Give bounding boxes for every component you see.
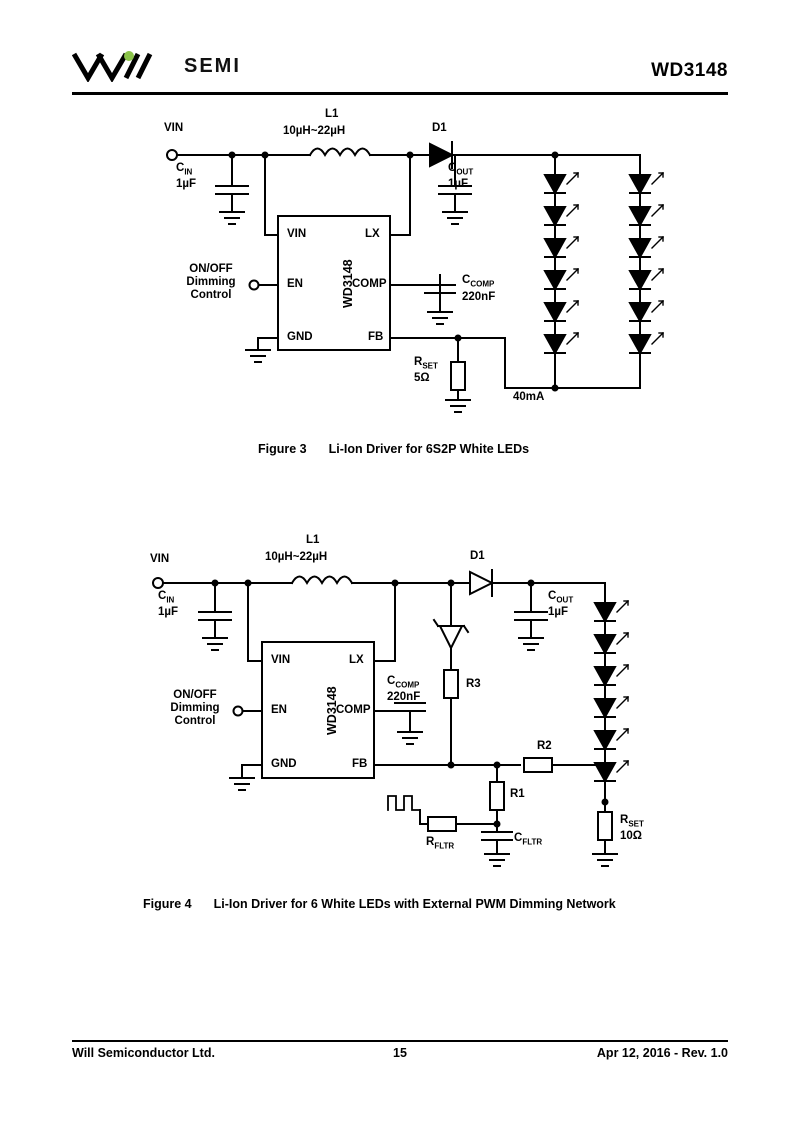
f4-label-d1: D1 <box>470 550 485 562</box>
f3-label-l1: L1 <box>325 108 339 120</box>
f4-pin-gnd: GND <box>271 758 297 770</box>
figure-4-caption-number: Figure 4 <box>143 897 192 911</box>
figure-4-svg <box>0 520 800 890</box>
f4-label-cin-value: 1µF <box>158 606 179 618</box>
figure-3-svg <box>0 100 800 420</box>
f4-pin-comp: COMP <box>336 704 371 716</box>
figure-3-caption-text: Li-Ion Driver for 6S2P White LEDs <box>328 442 530 456</box>
f4-label-l1: L1 <box>306 534 320 546</box>
f4-label-rfltr: $R_{FLTR}$ <box>426 836 455 851</box>
f3-label-d1: D1 <box>432 122 447 134</box>
footer-page-number: 15 <box>393 1046 407 1060</box>
f4-pin-lx: LX <box>349 654 364 666</box>
f4-label-ccomp-value: 220nF <box>387 691 421 703</box>
f4-pin-fb: FB <box>352 758 368 770</box>
f3-pin-vin: VIN <box>287 228 307 240</box>
f3-pin-gnd: GND <box>287 331 313 343</box>
f3-label-current: 40mA <box>513 391 545 403</box>
figure-4-caption <box>143 897 616 911</box>
company-logo <box>72 50 241 82</box>
f3-ic-name: WD3148 <box>341 259 355 308</box>
figure-3-caption <box>258 442 529 456</box>
figure-3-caption-number: Figure 3 <box>258 442 307 456</box>
footer-revision: Apr 12, 2016 - Rev. 1.0 <box>596 1046 728 1060</box>
footer-company: Will Semiconductor Ltd. <box>72 1046 215 1060</box>
f4-label-rset: $R_{SET}$ <box>620 814 644 829</box>
f4-label-l1-value: 10µH~22µH <box>265 551 328 563</box>
f3-pin-en: EN <box>287 278 303 290</box>
f4-label-cin: $C_{IN}$ <box>158 590 175 605</box>
f3-label-cin: $C_{IN}$ <box>176 162 193 177</box>
page-header <box>72 50 728 94</box>
figure-4-caption-text: Li-Ion Driver for 6 White LEDs with External PWM Dimming Network <box>213 897 616 911</box>
f3-label-cout-value: 1µF <box>448 178 469 190</box>
f4-label-r2: R2 <box>537 740 552 752</box>
f3-pin-fb: FB <box>368 331 384 343</box>
f4-label-cout-value: 1µF <box>548 606 569 618</box>
f3-label-cin-value: 1µF <box>176 178 197 190</box>
f4-pin-vin: VIN <box>271 654 291 666</box>
part-number: WD3148 <box>651 60 728 81</box>
f4-pin-en: EN <box>271 704 287 716</box>
f3-label-l1-value: 10µH~22µH <box>283 125 346 137</box>
f3-label-ccomp: $C_{COMP}$ <box>462 274 495 289</box>
f4-ic-name: WD3148 <box>325 686 339 735</box>
f3-label-ccomp-value: 220nF <box>462 291 496 303</box>
figure-4-schematic <box>0 520 800 890</box>
f4-label-r1: R1 <box>510 788 525 800</box>
f3-label-onoff: ON/OFF Dimming Control <box>186 263 236 302</box>
f3-label-rset: $R_{SET}$ <box>414 356 438 371</box>
f4-label-ccomp: $C_{COMP}$ <box>387 675 420 690</box>
logo-text: SEMI <box>184 54 241 77</box>
f3-label-cout: $C_{OUT}$ <box>448 162 474 177</box>
f3-pin-lx: LX <box>365 228 380 240</box>
f3-label-vin: VIN <box>164 122 184 134</box>
f4-label-vin: VIN <box>150 553 170 565</box>
f3-label-rset-value: 5Ω <box>414 372 430 384</box>
f3-pin-comp: COMP <box>352 278 387 290</box>
f4-label-cout: $C_{OUT}$ <box>548 590 574 605</box>
header-divider <box>72 92 728 95</box>
f4-label-cfltr: $C_{FLTR}$ <box>514 832 543 847</box>
figure-3-schematic <box>0 100 800 420</box>
footer-divider <box>72 1040 728 1042</box>
f4-label-rset-value: 10Ω <box>620 830 643 842</box>
page-footer <box>72 1046 728 1066</box>
will-logo-icon <box>72 50 178 82</box>
f4-label-r3: R3 <box>466 678 481 690</box>
f4-label-onoff: ON/OFF Dimming Control <box>170 689 220 728</box>
